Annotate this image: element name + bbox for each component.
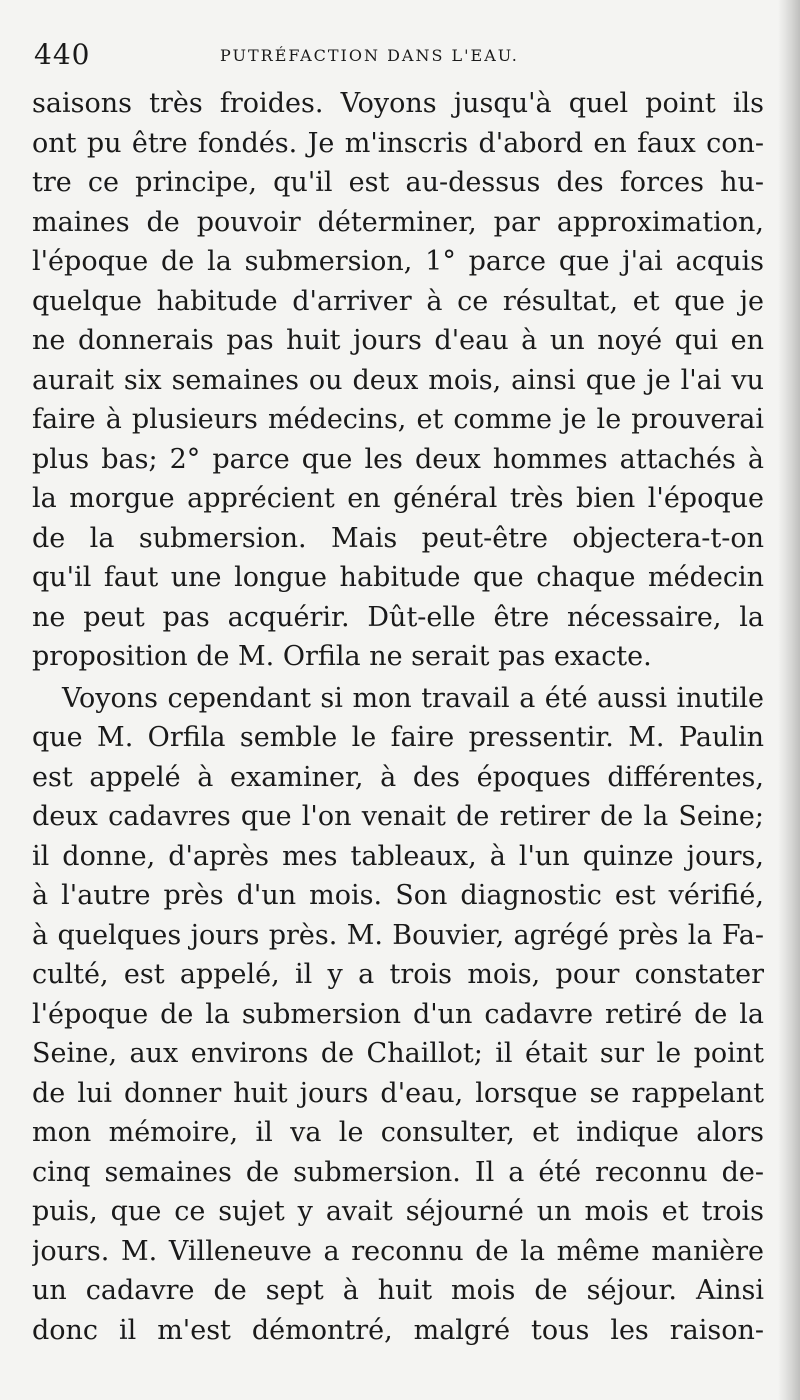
- text-line: Voyons cependant si mon travail a été aussi inutile: [62, 682, 764, 714]
- text-line: à l'autre près d'un mois. Son diagnostic est vérifié,: [32, 880, 764, 911]
- text-line: aurait six semaines ou deux mois, ainsi que je l'ai vu: [32, 364, 764, 396]
- text-line: plus bas; 2° parce que les deux hommes attachés à: [32, 443, 764, 475]
- page-header: [30, 36, 770, 76]
- page-number: 440: [34, 38, 91, 71]
- text-line: ne peut pas acquérir. Dût-elle être nécessaire, la: [32, 601, 764, 633]
- text-line: ont pu être fondés. Je m'inscris d'abord en faux con-: [32, 127, 764, 159]
- text-line: est appelé à examiner, à des époques différentes,: [32, 761, 764, 793]
- text-line: l'époque de la submersion, 1° parce que j'ai acquis: [32, 246, 764, 277]
- text-line: qu'il faut une longue habitude que chaque médecin: [32, 562, 764, 593]
- text-line: maines de pouvoir déterminer, par approximation,: [32, 206, 764, 238]
- body-text: [32, 84, 764, 1350]
- text-line: ne donnerais pas huit jours d'eau à un noyé qui en: [32, 325, 764, 356]
- text-line: puis, que ce sujet y avait séjourné un mois et trois: [32, 1196, 764, 1227]
- text-line: jours. M. Villeneuve a reconnu de la même manière: [32, 1235, 764, 1267]
- text-line: quelque habitude d'arriver à ce résultat, et que je: [32, 285, 764, 317]
- text-line: mon mémoire, il va le consulter, et indique alors: [32, 1117, 764, 1148]
- text-line: de lui donner huit jours d'eau, lorsque se rappelant: [32, 1077, 764, 1109]
- text-line: de la submersion. Mais peut-être objectera-t-on: [32, 522, 764, 554]
- text-line: faire à plusieurs médecins, et comme je le prouverai: [32, 404, 764, 435]
- page-edge-shadow: [778, 0, 800, 1400]
- text-line: deux cadavres que l'on venait de retirer de la Seine;: [32, 801, 764, 832]
- text-line: Seine, aux environs de Chaillot; il était sur le point: [32, 1038, 764, 1069]
- text-line: un cadavre de sept à huit mois de séjour. Ainsi: [32, 1275, 764, 1306]
- text-line: à quelques jours près. M. Bouvier, agrégé près la Fa-: [32, 919, 764, 951]
- text-line: donc il m'est démontré, malgré tous les raison-: [32, 1314, 764, 1346]
- running-head: PUTRÉFACTION DANS L'EAU.: [220, 46, 519, 65]
- text-line: saisons très froides. Voyons jusqu'à quel point ils: [32, 88, 764, 119]
- text-line: culté, est appelé, il y a trois mois, pour constater: [32, 959, 764, 990]
- text-line: proposition de M. Orfila ne serait pas exacte.: [32, 641, 652, 672]
- text-line: la morgue apprécient en général très bien l'époque: [32, 483, 764, 514]
- text-line: l'époque de la submersion d'un cadavre retiré de la: [32, 998, 764, 1030]
- text-line: tre ce principe, qu'il est au-dessus des forces hu-: [32, 167, 764, 198]
- text-line: que M. Orfila semble le faire pressentir. M. Paulin: [32, 722, 764, 753]
- text-line: cinq semaines de submersion. Il a été reconnu de-: [32, 1156, 764, 1188]
- text-line: il donne, d'après mes tableaux, à l'un quinze jours,: [32, 840, 764, 872]
